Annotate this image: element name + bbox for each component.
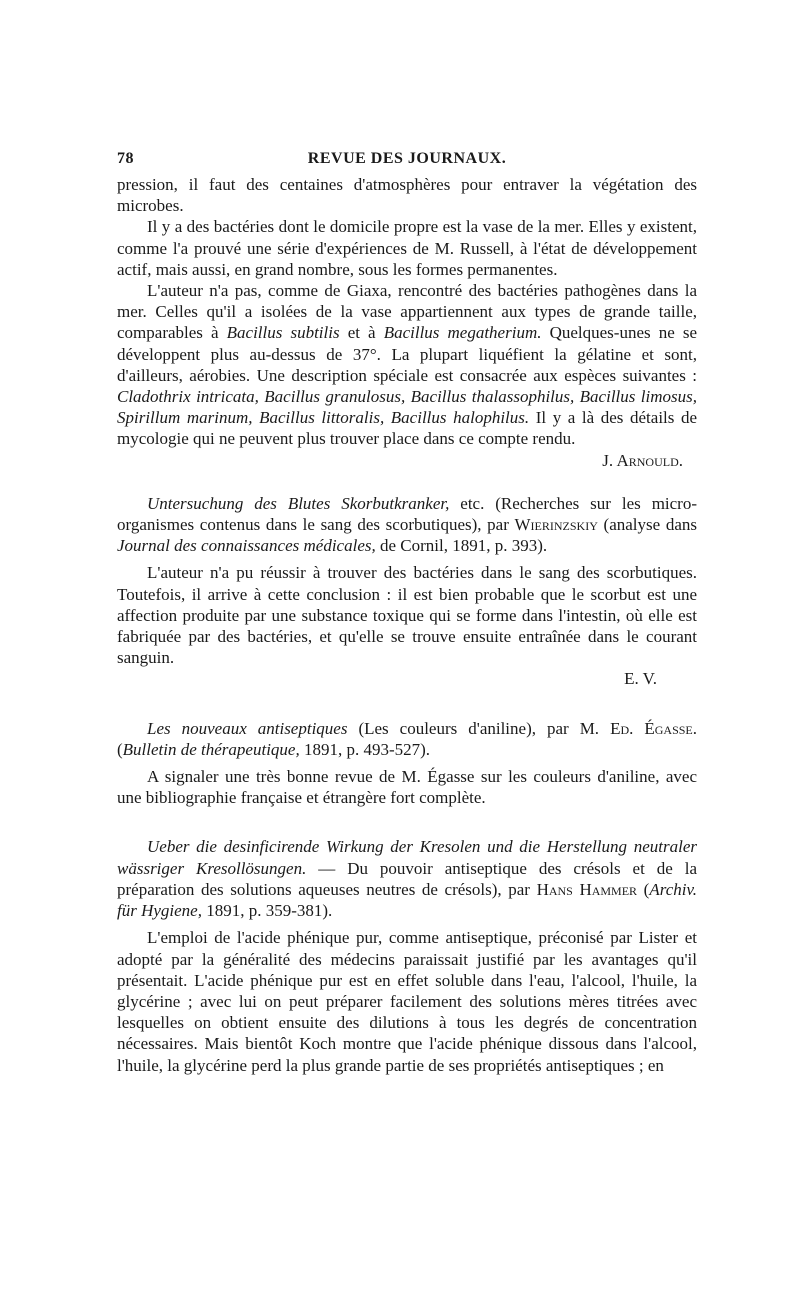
author-name: Ed. Égasse. [610, 718, 698, 738]
author-name: Wierinzskiy [514, 515, 598, 535]
signature: J. Arnould. [602, 450, 683, 470]
text-run: de Cornil, 1891, p. 393). [375, 536, 548, 556]
journal-name: Archiv. für Hygiene, [117, 879, 697, 921]
journal-name: Bulletin de thérapeutique, [122, 739, 300, 759]
paragraph [117, 280, 697, 450]
text-run: — Du pouvoir antiseptique des crésols et de la préparation des solutions aqueuses neutres de crésols), par [117, 858, 697, 899]
text-run: ( [117, 739, 123, 759]
text-run: etc. (Recherches sur les micro-organismes contenus dans le sang des scorbutiques), par [117, 493, 698, 535]
species-name: Bacillus megatherium. [383, 323, 542, 343]
article-title: Ueber die desinficirende Wirkung der Kresolen und die Herstellung neutraler wässriger Kresollösungen. [117, 837, 697, 878]
entry-title [117, 718, 697, 760]
signature: E. V. [624, 669, 657, 689]
entry-title [117, 836, 697, 921]
section-scorbut [117, 493, 697, 690]
article-title: Les nouveaux antiseptiques [147, 718, 348, 738]
paragraph: Il y a des bactéries dont le domicile propre est la vase de la mer. Elles y existent, comme l'a prouvé une série d'expériences de M. Russell, à l'état de développement actif, mais aussi, en grand nombre, sous les formes permanentes. [117, 217, 697, 279]
text-run: ( [637, 879, 650, 899]
text-run: et à [339, 323, 384, 343]
section-marine-bacteria [117, 174, 697, 471]
section-cresols [117, 836, 697, 1075]
article-title: Untersuchung des Blutes Skorbutkranker, [147, 493, 450, 513]
running-title: REVUE DES JOURNAUX. [307, 150, 507, 167]
page-number: 78 [117, 150, 134, 167]
text-run: 1891, p. 493-527). [299, 739, 431, 759]
running-header [117, 150, 697, 174]
species-name: Bacillus subtilis [226, 323, 340, 343]
paragraph: pression, il faut des centaines d'atmosphères pour entraver la végétation des microbes. [117, 175, 697, 216]
text-run: 1891, p. 359-381). [201, 901, 333, 921]
text-run: L'auteur n'a pas, comme de Giaxa, rencontré des bactéries pathogènes dans la mer. Celles qu'il a isolées de la vase appartiennent aux types de grande taille, comparables à [117, 281, 697, 343]
species-list: Cladothrix intricata, Bacillus granulosus, Bacillus thalassophilus, Bacillus limosus, Spirillum marinum, Bacillus littoralis, Bacillus halophilus. [117, 387, 697, 428]
paragraph: L'auteur n'a pu réussir à trouver des bactéries dans le sang des scorbutiques. Toutefois, il arrive à cette conclusion : il est bien probable que le scorbut est une affection produite par une substance toxique qui se forme dans l'intestin, où elle est fabriquée par des bactéries, et qu'elle se trouve ensuite entraînée dans le courant sanguin. [117, 563, 697, 668]
text-run: Il y a là des détails de mycologie qui ne peuvent plus trouver place dans ce compte rendu. [117, 408, 698, 449]
section-antiseptiques [117, 718, 697, 809]
entry-title [117, 493, 697, 557]
paragraph: A signaler une très bonne revue de M. Égasse sur les couleurs d'aniline, avec une bibliographie française et étrangère fort complète. [117, 767, 697, 808]
journal-name: Journal des connaissances médicales, [117, 536, 376, 556]
paragraph: L'emploi de l'acide phénique pur, comme antiseptique, préconisé par Lister et adopté par la généralité des médecins paraissait justifié par les avantages qu'il présentait. L'acide phénique pur est en effet soluble dans l'eau, l'alcool, l'huile, la glycérine ; avec lui on peut préparer facilement des solutions mères titrées avec lesquelles on obtient ensuite des dilutions à tous les degrés de concentration nécessaires. Mais bientôt Koch montre que l'acide phénique dissous dans l'alcool, l'huile, la glycérine perd la plus grande partie de ses propriétés antiseptiques ; en [117, 928, 697, 1075]
journal-page [117, 150, 697, 1076]
author-name: Hans Hammer [536, 879, 638, 899]
text-run: (analyse dans [597, 515, 697, 535]
text-run: Quelques-unes ne se développent plus au-dessus de 37°. La plupart liquéfient la gélatine et sont, d'ailleurs, aérobies. Une description spéciale est consacrée aux espèces suivantes : [117, 323, 698, 385]
text-run: (Les couleurs d'aniline), par M. [347, 718, 611, 738]
